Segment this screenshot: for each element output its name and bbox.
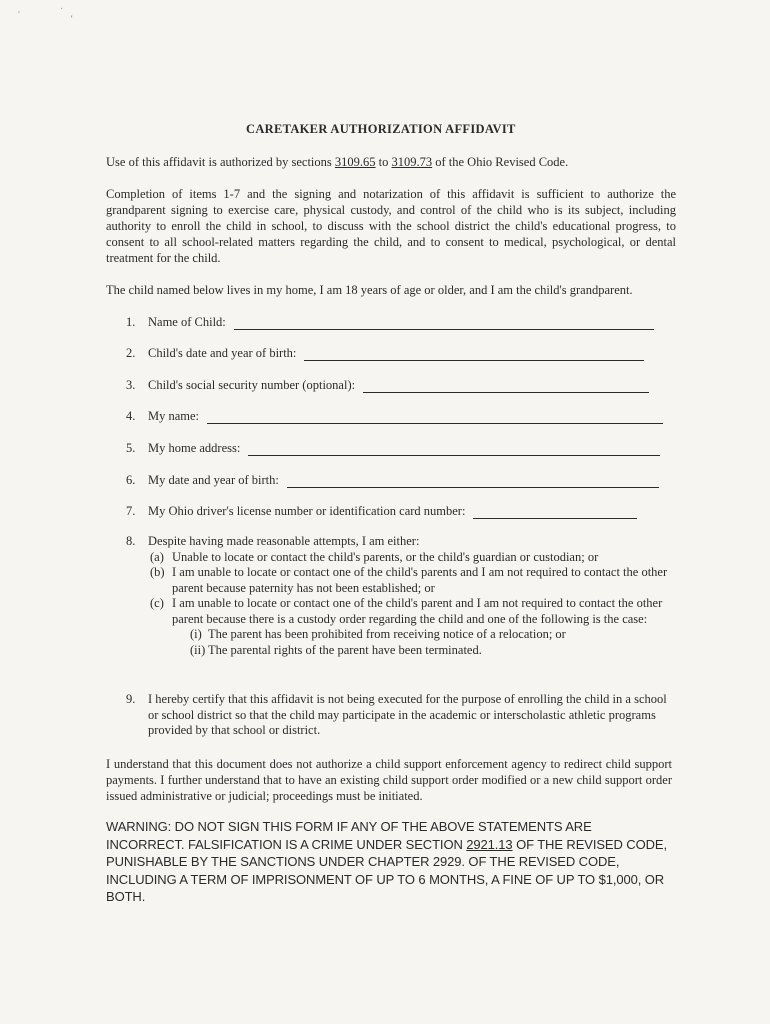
intro-suffix: of the Ohio Revised Code. — [432, 155, 569, 169]
item-label: Child's date and year of birth: — [148, 346, 297, 360]
child-name-field[interactable] — [234, 317, 654, 330]
subitem-marker: (c) — [150, 596, 164, 610]
my-name-field[interactable] — [207, 411, 663, 424]
item-label: My Ohio driver's license number or identification card number: — [148, 504, 466, 518]
statement-text: The child named below lives in my home, I am 18 years of age or older, and I am the child's grandparent. — [106, 283, 633, 297]
warning-section-link: 2921.13 — [466, 836, 513, 852]
understanding-paragraph — [106, 756, 672, 804]
item-number: 6. — [126, 473, 136, 487]
item-license-number — [126, 503, 637, 519]
item-number: 8. — [126, 534, 136, 548]
subitem-c — [126, 596, 671, 627]
item-name-of-child — [126, 314, 654, 330]
subitem-text: The parent has been prohibited from receiving notice of a relocation; or — [208, 627, 566, 641]
subitem-text: I am unable to locate or contact one of the child's parents and I am not required to contact the other parent because paternity has not been established; or — [172, 565, 668, 595]
subitem-i — [126, 627, 671, 643]
item-lead-text: Despite having made reasonable attempts, I am either: — [148, 534, 420, 548]
child-ssn-field[interactable] — [363, 380, 649, 393]
intro-prefix: Use of this affidavit is authorized by sections — [106, 155, 335, 169]
item-number: 9. — [126, 692, 136, 706]
warning-prefix: WARNING: DO NOT SIGN THIS FORM IF ANY OF THE ABOVE STATEMENTS ARE INCORRECT. FALSIFICATION IS A CRIME UNDER SECTION — [106, 819, 592, 852]
home-address-field[interactable] — [248, 443, 660, 456]
statement-paragraph — [106, 282, 676, 298]
warning-suffix: OF THE REVISED CODE, PUNISHABLE BY THE SANCTIONS UNDER CHAPTER 2929. OF THE REVISED CODE, INCLUDING A TERM OF IMPRISONMENT OF UP TO 6 MONTHS, A FINE OF UP TO $1,000, OR BOTH. — [106, 836, 667, 904]
item-my-name — [126, 408, 663, 424]
item-number: 1. — [126, 315, 136, 329]
item-number: 5. — [126, 441, 136, 455]
item-number: 3. — [126, 378, 136, 392]
certification-text: I hereby certify that this affidavit is not being executed for the purpose of enrolling the child in a school or school district so that the child may participate in the academic or interscholastic athletic programs provided by that school or district. — [148, 692, 667, 737]
license-number-field[interactable] — [473, 506, 637, 519]
section-link-start: 3109.65 — [334, 155, 376, 169]
understanding-text: I understand that this document does not authorize a child support enforcement agency to redirect child support payments. I further understand that to have an existing child support order modified or a new child support order issued administrative or judicial; proceedings must be initiated. — [106, 757, 672, 803]
item-label: My home address: — [148, 441, 241, 455]
item-label: My name: — [148, 409, 200, 423]
item-label: Child's social security number (optional): — [148, 378, 356, 392]
item-label: Name of Child: — [148, 315, 226, 329]
scan-speck: · — [60, 4, 64, 15]
subitem-text: The parental rights of the parent have been terminated. — [208, 642, 482, 657]
subitem-marker: (a) — [150, 549, 164, 564]
completion-paragraph — [106, 186, 676, 266]
section-link-end: 3109.73 — [391, 155, 433, 169]
child-birth-date-field[interactable] — [304, 348, 644, 361]
subitem-a — [126, 550, 671, 566]
item-child-ssn — [126, 377, 649, 393]
my-birth-date-field[interactable] — [287, 475, 659, 488]
subitem-b — [126, 565, 671, 596]
item-certification — [126, 692, 671, 739]
item-reasonable-attempts — [126, 534, 671, 658]
intro-paragraph — [106, 154, 676, 170]
subitem-marker: (i) — [190, 627, 202, 641]
item-number: 4. — [126, 409, 136, 423]
item-child-birth-date — [126, 345, 644, 361]
document-title: CARETAKER AUTHORIZATION AFFIDAVIT — [246, 122, 516, 136]
item-number: 2. — [126, 346, 136, 360]
item-my-birth-date — [126, 472, 659, 488]
scan-speck: ‘ — [70, 14, 74, 25]
item-label: My date and year of birth: — [148, 473, 279, 487]
subitem-ii — [126, 643, 671, 659]
item-home-address — [126, 440, 660, 456]
subitem-marker: (b) — [150, 565, 165, 579]
subitem-text: Unable to locate or contact the child's parents, or the child's guardian or custodian; or — [172, 549, 599, 564]
scan-speck: ′ — [18, 10, 21, 21]
intro-middle: to — [375, 155, 392, 169]
subitem-marker: (ii) — [190, 642, 206, 657]
item-number: 7. — [126, 504, 136, 518]
completion-text: Completion of items 1-7 and the signing and notarization of this affidavit is sufficient to authorize the grandparent signing to exercise care, physical custody, and control of the child who is its subject, including authority to enroll the child in school, to discuss with the school district the child's educational progress, to consent to all school-related matters regarding the child, and to consent to medical, psychological, or dental treatment for the child. — [106, 187, 676, 265]
subitem-text: I am unable to locate or contact one of the child's parent and I am not required to contact the other parent because there is a custody order regarding the child and one of the following is the case: — [172, 596, 663, 626]
warning-paragraph — [106, 818, 672, 906]
